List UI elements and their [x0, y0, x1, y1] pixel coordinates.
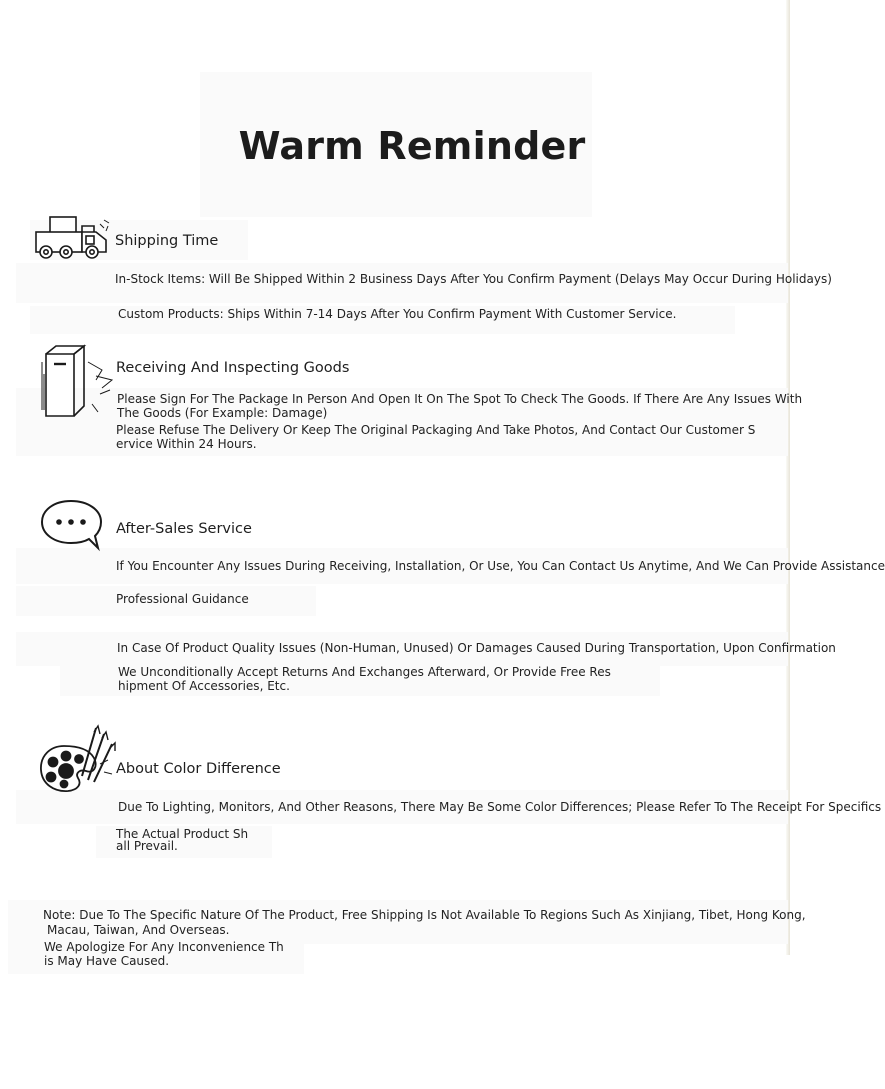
box-icon [40, 344, 116, 422]
palette-icon [38, 724, 118, 796]
note-apology-text-cont: is May Have Caused. [44, 954, 170, 968]
aftersales-returns-text-cont: hipment Of Accessories, Etc. [118, 679, 290, 693]
section-heading-receiving: Receiving And Inspecting Goods [116, 360, 350, 376]
receiving-sign-text: Please Sign For The Package In Person And Open It On The Spot To Check The Goods. If There Are Any Issues With [117, 392, 803, 406]
shipping-in-stock-text: In-Stock Items: Will Be Shipped Within 2 Business Days After You Confirm Payment (Delays May Occur During Holidays) [115, 272, 832, 286]
section-heading-shipping: Shipping Time [115, 233, 219, 249]
section-heading-color: About Color Difference [116, 761, 281, 777]
aftersales-contact-text: If You Encounter Any Issues During Receiving, Installation, Or Use, You Can Contact Us Anytime, And We Can Provide Assistance [116, 559, 885, 573]
receiving-sign-text-cont: The Goods (For Example: Damage) [117, 406, 328, 420]
page-title: Warm Reminder [238, 124, 586, 168]
receiving-refuse-text-cont: ervice Within 24 Hours. [116, 437, 257, 451]
speech-bubble-icon [40, 498, 104, 552]
aftersales-returns-text: We Unconditionally Accept Returns And Exchanges Afterward, Or Provide Free Res [118, 665, 611, 679]
note-text-cont: Macau, Taiwan, And Overseas. [47, 923, 230, 937]
note-apology-text: We Apologize For Any Inconvenience Th [44, 940, 284, 954]
aftersales-quality-text: In Case Of Product Quality Issues (Non-Human, Unused) Or Damages Caused During Transportation, Upon Confirmation [117, 641, 836, 655]
truck-icon [34, 214, 118, 260]
section-heading-aftersales: After-Sales Service [116, 521, 252, 537]
color-prevail-text: The Actual Product Sh [116, 827, 249, 841]
color-difference-text: Due To Lighting, Monitors, And Other Reasons, There May Be Some Color Differences; Please Refer To The Receipt For Specifics [118, 800, 882, 814]
color-prevail-text-cont: all Prevail. [116, 839, 178, 853]
shipping-custom-text: Custom Products: Ships Within 7-14 Days After You Confirm Payment With Customer Service. [118, 307, 677, 321]
note-text: Note: Due To The Specific Nature Of The Product, Free Shipping Is Not Available To Regions Such As Xinjiang, Tibet, Hong Kong, [43, 908, 806, 922]
aftersales-guidance-text: Professional Guidance [116, 592, 249, 606]
receiving-refuse-text: Please Refuse The Delivery Or Keep The Original Packaging And Take Photos, And Contact Our Customer S [116, 423, 756, 437]
